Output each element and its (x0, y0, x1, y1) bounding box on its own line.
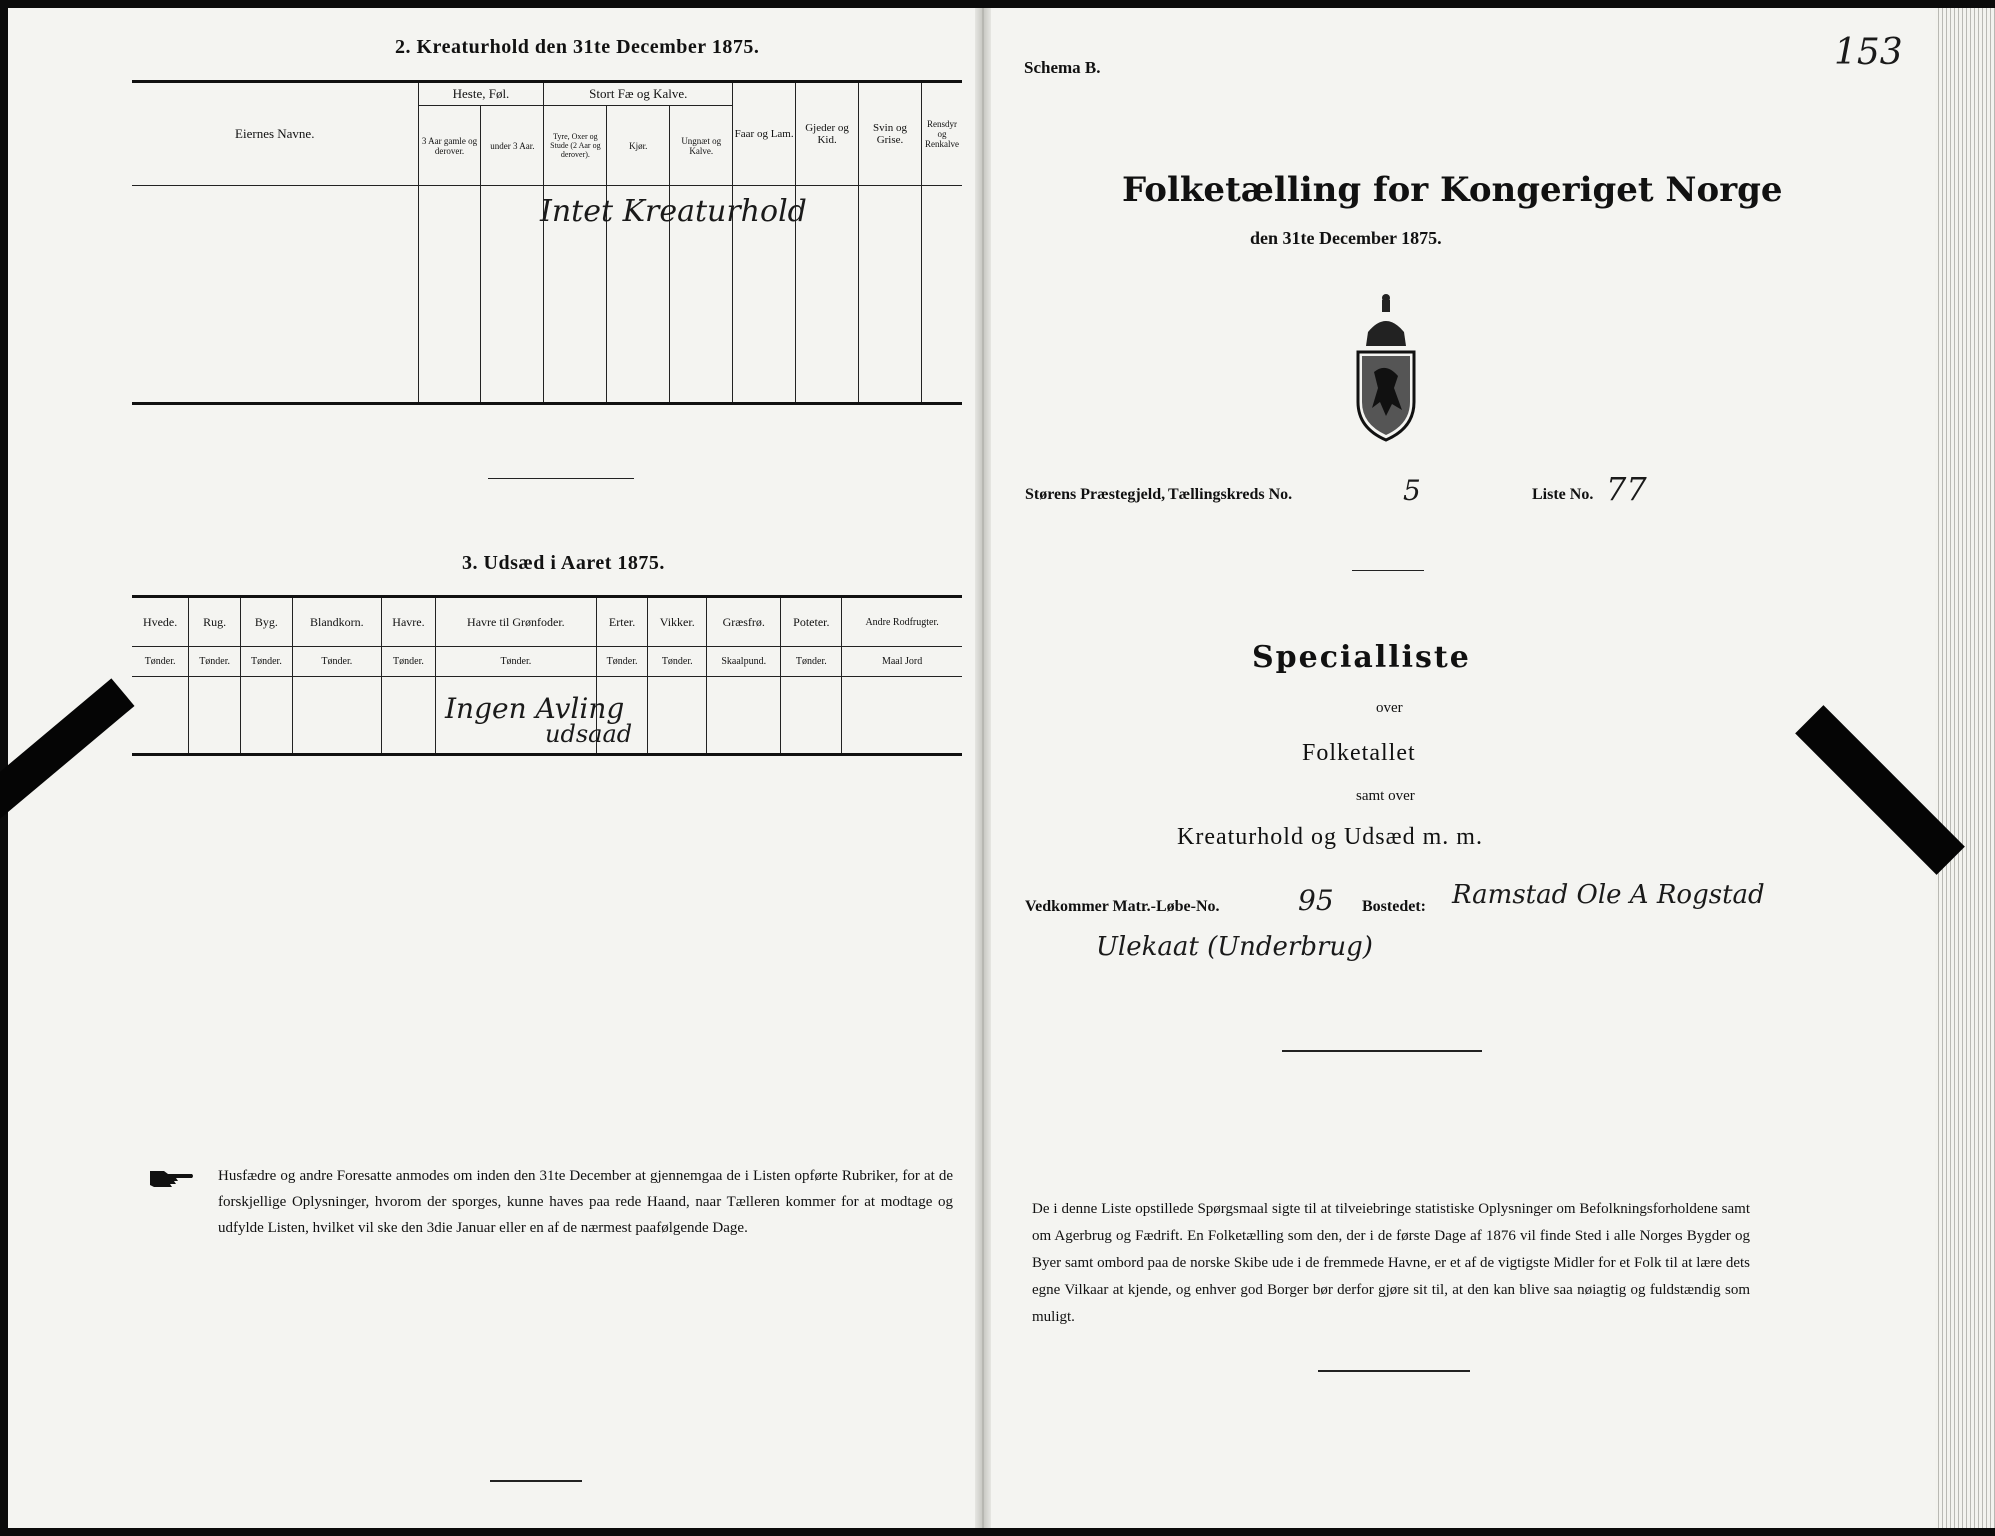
seed-col-header: Vikker. (648, 597, 707, 647)
seed-col-unit: Tønder. (132, 647, 189, 677)
seed-col-header: Hvede. (132, 597, 189, 647)
seed-col-unit: Maal Jord (842, 647, 962, 677)
seed-col-unit: Tønder. (436, 647, 597, 677)
main-title: Folketælling for Kongeriget Norge (1122, 170, 1783, 210)
seed-cell (842, 677, 962, 755)
owner-header: Eiernes Navne. (132, 82, 418, 186)
folketallet-label: Folketallet (1302, 740, 1416, 766)
oxen-header: Tyre, Oxer og Stude (2 Aar og derover). (544, 106, 607, 186)
page-number: 153 (1834, 32, 1903, 73)
seed-cell (648, 677, 707, 755)
bosted-value-1: Ramstad Ole A Rogstad (1452, 880, 1765, 910)
seed-cell (241, 677, 293, 755)
parish-label: Størens Præstegjeld, (1025, 486, 1166, 503)
seed-col-unit: Skaalpund. (707, 647, 781, 677)
pointing-hand-icon (150, 1168, 194, 1188)
over-label: over (1376, 700, 1403, 716)
seed-cell (132, 677, 189, 755)
schema-label: Schema B. (1024, 58, 1101, 77)
page-edges (1935, 8, 1995, 1528)
list-label: Liste No. (1532, 486, 1594, 503)
seed-col-unit: Tønder. (292, 647, 381, 677)
seed-cell (292, 677, 381, 755)
samt-over-label: samt over (1356, 788, 1415, 804)
bottom-divider (1318, 1370, 1470, 1372)
horses-under3-header: under 3 Aar. (481, 106, 544, 186)
district-label: Tællingskreds No. (1168, 486, 1293, 503)
seed-handwriting-1: Ingen Avling (445, 692, 625, 725)
notice-text: Husfædre og andre Foresatte anmodes om inden den 31te December at gjennemgaa de i Listen opførte Rubriker, for at de forskjellige Oplysninger, hvorom der sporges, kunne haves paa rede Haand, naar Tælleren kommer for at modtage og udfylde Listen, hvilket vil ske den 3die Januar eller en af de nærmest paafølgende Dage. (218, 1168, 953, 1236)
seed-col-unit: Tønder. (781, 647, 842, 677)
seed-col-header: Græsfrø. (707, 597, 781, 647)
seed-col-header: Rug. (189, 597, 241, 647)
seed-handwriting-2: udsaad (545, 720, 633, 748)
seed-cell (381, 677, 435, 755)
seed-col-header: Havre. (381, 597, 435, 647)
seed-col-unit: Tønder. (241, 647, 293, 677)
goats-header: Gjeder og Kid. (796, 82, 859, 186)
horses-3yr-header: 3 Aar gamle og derover. (418, 106, 481, 186)
pigs-header: Svin og Grise. (859, 82, 922, 186)
matr-label: Vedkommer Matr.-Løbe-No. (1025, 898, 1220, 915)
seed-col-unit: Tønder. (381, 647, 435, 677)
seed-col-unit: Tønder. (596, 647, 648, 677)
divider (1352, 570, 1424, 571)
seed-col-unit: Tønder. (189, 647, 241, 677)
list-value: 77 (1606, 470, 1647, 508)
livestock-table (132, 80, 962, 405)
district-value: 5 (1403, 474, 1421, 507)
horses-group-header: Heste, Føl. (418, 82, 544, 106)
seed-col-header: Havre til Grønfoder. (436, 597, 597, 647)
bosted-value-2: Ulekaat (Underbrug) (1096, 932, 1373, 962)
seed-col-header: Byg. (241, 597, 293, 647)
date-line: den 31te December 1875. (1250, 228, 1442, 248)
cows-header: Kjør. (607, 106, 670, 186)
sheep-header: Faar og Lam. (733, 82, 796, 186)
bosted-label: Bostedet: (1362, 898, 1426, 915)
seed-cell (189, 677, 241, 755)
livestock-handwriting: Intet Kreaturhold (540, 194, 807, 229)
reindeer-header: Rensdyr og Renkalve (921, 82, 962, 186)
intro-paragraph: De i denne Liste opstillede Spørgsmaal sigte til at tilveiebringe statistiske Oplysninger om Befolkningsforholdene samt om Agerbrug og Fædrift. En Folketælling som den, der i de første Dage af 1876 vil finde Sted i alle Norges Bygder og Byer samt ombord paa de norske Skibe ude i de fremmede Havne, er et af de vigtigste Midler for et Folk til at lære dets egne Vilkaar at kjende, og enhver god Borger bør derfor gjøre sit til, at den kan blive saa nøiagtig og fuldstændig som muligt. (1032, 1201, 1750, 1325)
young-cattle-header: Ungnæt og Kalve. (670, 106, 733, 186)
seed-col-header: Poteter. (781, 597, 842, 647)
seed-col-header: Andre Rodfrugter. (842, 597, 962, 647)
seed-col-header: Blandkorn. (292, 597, 381, 647)
divider (488, 478, 634, 479)
seed-cell (781, 677, 842, 755)
cattle-group-header: Stort Fæ og Kalve. (544, 82, 733, 106)
matr-value: 95 (1298, 884, 1334, 917)
section3-title: 3. Udsæd i Aaret 1875. (462, 552, 665, 574)
seed-cell (707, 677, 781, 755)
divider (1282, 1050, 1482, 1052)
seed-col-unit: Tønder. (648, 647, 707, 677)
coat-of-arms-icon (1346, 292, 1426, 442)
kreatur-label: Kreaturhold og Udsæd m. m. (1177, 824, 1483, 850)
specialliste-title: Specialliste (1252, 640, 1471, 675)
section2-title: 2. Kreaturhold den 31te December 1875. (395, 36, 760, 58)
book-gutter (975, 8, 991, 1528)
seed-col-header: Erter. (596, 597, 648, 647)
bottom-divider (490, 1480, 582, 1482)
